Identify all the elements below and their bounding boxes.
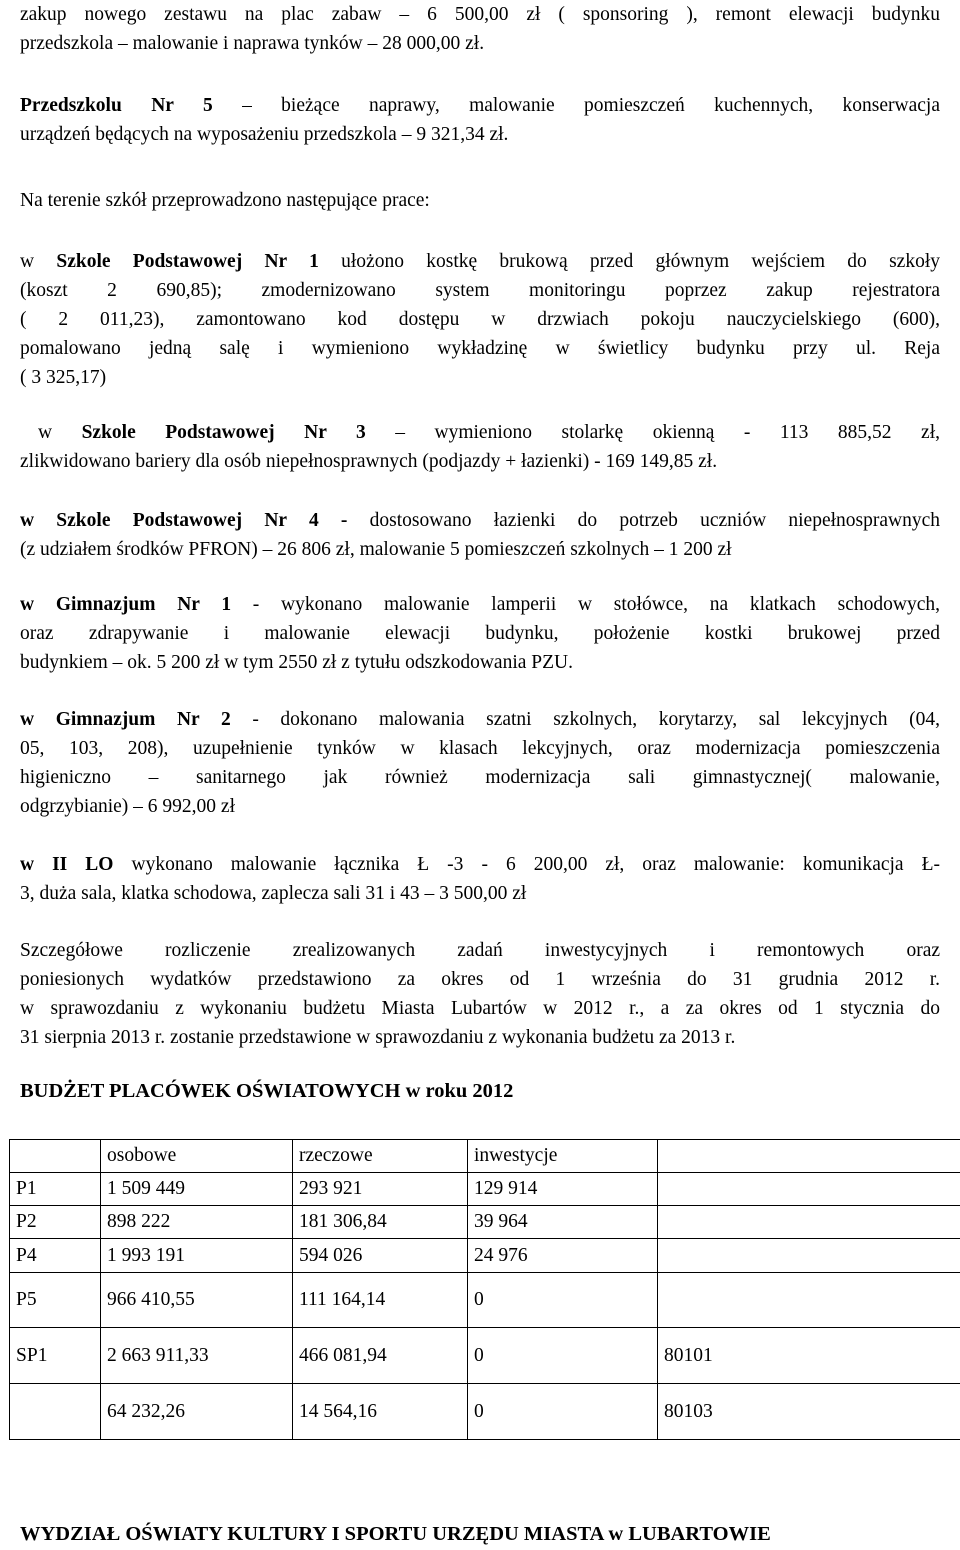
table-cell: 966 410,55 bbox=[101, 1273, 293, 1328]
table-cell: 14 564,16 bbox=[293, 1384, 468, 1440]
table-cell bbox=[658, 1173, 960, 1206]
paragraph-przedszkole-5: Przedszkolu Nr 5 – bieżące naprawy, malowanie pomieszczeń kuchennych, konserwacja urządzeń będących na wyposażeniu przedszkola – 9 321,34 zł. bbox=[20, 91, 940, 149]
text-line: zakup nowego zestawu na plac zabaw – 6 500,00 zł ( sponsoring ), remont elewacji budynku bbox=[20, 4, 940, 25]
paragraph-summary bbox=[20, 936, 940, 1052]
table-header: rzeczowe bbox=[293, 1140, 468, 1173]
text-line: 3, duża sala, klatka schodowa, zaplecza sali 31 i 43 – 3 500,00 zł bbox=[20, 883, 527, 904]
text-line: w sprawozdaniu z wykonaniu budżetu Miasta Lubartów w 2012 r., a za okres od 1 stycznia do bbox=[20, 998, 940, 1019]
institution-name: Szkole Podstawowej Nr 1 bbox=[56, 251, 319, 272]
text-line: odgrzybianie) – 6 992,00 zł bbox=[20, 796, 235, 817]
table-row bbox=[10, 1384, 960, 1440]
text-line: 05, 103, 208), uzupełnienie tynków w klasach lekcyjnych, oraz modernizacja pomieszczenia bbox=[20, 738, 940, 759]
table-cell bbox=[10, 1140, 101, 1173]
institution-name: Szkole Podstawowej Nr 3 bbox=[81, 422, 366, 443]
text-line: pomalowano jedną salę i wymieniono wykładzinę w świetlicy budynku przy ul. Reja bbox=[20, 338, 940, 359]
table-cell: 1 509 449 bbox=[101, 1173, 293, 1206]
paragraph-ii-lo: w II LO wykonano malowanie łącznika Ł -3 - 6 200,00 zł, oraz malowanie: komunikacja Ł- 3, duża sala, klatka schodowa, zaplecza sali 31 i 43 – 3 500,00 zł bbox=[20, 850, 940, 908]
table-header: osobowe bbox=[101, 1140, 293, 1173]
table-cell: 898 222 bbox=[101, 1206, 293, 1239]
paragraph-playground bbox=[20, 0, 940, 58]
text-line: oraz zdrapywanie i malowanie elewacji budynku, położenie kostki brukowej przed bbox=[20, 623, 940, 644]
table-cell: 181 306,84 bbox=[293, 1206, 468, 1239]
institution-name: w Szkole Podstawowej Nr 4 - bbox=[20, 510, 348, 531]
text-line: (koszt 2 690,85); zmodernizowano system monitoringu poprzez zakup rejestratora bbox=[20, 280, 940, 301]
table-cell: P5 bbox=[10, 1273, 101, 1328]
paragraph-gimnazjum-1: w Gimnazjum Nr 1 - wykonano malowanie lamperii w stołówce, na klatkach schodowych, oraz zdrapywanie i malowanie elewacji budynku, położenie kostki brukowej przed budynkiem – ok. 5 200 zł w tym 2550 zł z tytułu odszkodowania PZU. bbox=[20, 590, 940, 677]
table-cell: 594 026 bbox=[293, 1239, 468, 1273]
paragraph-gimnazjum-2: w Gimnazjum Nr 2 - dokonano malowania szatni szkolnych, korytarzy, sal lekcyjnych (04, 05, 103, 208), uzupełnienie tynków w klasach lekcyjnych, oraz modernizacja pomieszczenia higieniczno – sanitarnego jak również modernizacja sali gimnastycznej( malowanie, odgrzybianie) – 6 992,00 zł bbox=[20, 705, 940, 821]
paragraph-sp1: w Szkole Podstawowej Nr 1 ułożono kostkę brukową przed głównym wejściem do szkoły (koszt 2 690,85); zmodernizowano system monitoringu poprzez zakup rejestratora ( 2 011,23), zamontowano kod dostępu w drzwiach pokoju nauczycielskiego (600), pomalowano jedną salę i wymieniono wykładzinę w świetlicy budynku przy ul. Reja ( 3 325,17) bbox=[20, 247, 940, 392]
table-row bbox=[10, 1206, 960, 1239]
table-cell bbox=[658, 1140, 960, 1173]
table-header-row bbox=[10, 1140, 960, 1173]
table-cell: 2 663 911,33 bbox=[101, 1328, 293, 1384]
paragraph-intro bbox=[20, 186, 940, 215]
text-line: ( 2 011,23), zamontowano kod dostępu w drzwiach pokoju nauczycielskiego (600), bbox=[20, 309, 940, 330]
table-cell: 129 914 bbox=[468, 1173, 658, 1206]
paragraph-sp4: w Szkole Podstawowej Nr 4 - dostosowano łazienki do potrzeb uczniów niepełnosprawnych (z udziałem środków PFRON) – 26 806 zł, malowanie 5 pomieszczeń szkolnych – 1 200 zł bbox=[20, 506, 940, 564]
table-cell bbox=[10, 1384, 101, 1440]
table-cell: 111 164,14 bbox=[293, 1273, 468, 1328]
table-cell: 0 bbox=[468, 1328, 658, 1384]
institution-name: w II LO bbox=[20, 854, 114, 875]
text-line: 31 sierpnia 2013 r. zostanie przedstawione w sprawozdaniu z wykonania budżetu za 2013 r. bbox=[20, 1027, 736, 1048]
text-line: poniesionych wydatków przedstawiono za okres od 1 września do 31 grudnia 2012 r. bbox=[20, 969, 940, 990]
text-line: ( 3 325,17) bbox=[20, 367, 107, 388]
table-row bbox=[10, 1273, 960, 1328]
budget-heading: BUDŻET PLACÓWEK OŚWIATOWYCH w roku 2012 bbox=[20, 1080, 514, 1102]
table-cell: 293 921 bbox=[293, 1173, 468, 1206]
table-cell: P2 bbox=[10, 1206, 101, 1239]
table-cell: SP1 bbox=[10, 1328, 101, 1384]
table-cell: 39 964 bbox=[468, 1206, 658, 1239]
table-cell: 1 993 191 bbox=[101, 1239, 293, 1273]
text-line: urządzeń będących na wyposażeniu przedszkola – 9 321,34 zł. bbox=[20, 124, 509, 145]
table-cell: 24 976 bbox=[468, 1239, 658, 1273]
table-cell: 80103 bbox=[658, 1384, 960, 1440]
text-line: Na terenie szkół przeprowadzono następujące prace: bbox=[20, 190, 430, 211]
table-cell: P1 bbox=[10, 1173, 101, 1206]
table-header: inwestycje bbox=[468, 1140, 658, 1173]
text-line: budynkiem – ok. 5 200 zł w tym 2550 zł z tytułu odszkodowania PZU. bbox=[20, 652, 573, 673]
text-line: (z udziałem środków PFRON) – 26 806 zł, malowanie 5 pomieszczeń szkolnych – 1 200 zł bbox=[20, 539, 732, 560]
table-cell: 0 bbox=[468, 1384, 658, 1440]
text-line: higieniczno – sanitarnego jak również modernizacja sali gimnastycznej( malowanie, bbox=[20, 767, 940, 788]
budget-table bbox=[9, 1139, 960, 1440]
table-cell bbox=[658, 1273, 960, 1328]
footer-department: WYDZIAŁ OŚWIATY KULTURY I SPORTU URZĘDU MIASTA w LUBARTOWIE bbox=[20, 1523, 771, 1545]
table-row bbox=[10, 1239, 960, 1273]
table-cell: P4 bbox=[10, 1239, 101, 1273]
institution-name: w Gimnazjum Nr 2 bbox=[20, 709, 231, 730]
table-cell bbox=[658, 1239, 960, 1273]
table-row bbox=[10, 1328, 960, 1384]
institution-name: Przedszkolu Nr 5 bbox=[20, 95, 213, 116]
table-row bbox=[10, 1173, 960, 1206]
text-line: przedszkola – malowanie i naprawa tynków – 28 000,00 zł. bbox=[20, 33, 485, 54]
table-cell: 64 232,26 bbox=[101, 1384, 293, 1440]
table-cell: 466 081,94 bbox=[293, 1328, 468, 1384]
institution-name: w Gimnazjum Nr 1 bbox=[20, 594, 232, 615]
table-cell: 80101 bbox=[658, 1328, 960, 1384]
table-cell bbox=[658, 1206, 960, 1239]
paragraph-sp3: w Szkole Podstawowej Nr 3 – wymieniono stolarkę okienną - 113 885,52 zł, zlikwidowano bariery dla osób niepełnosprawnych (podjazdy + łazienki) - 169 149,85 zł. bbox=[20, 418, 940, 476]
table-cell: 0 bbox=[468, 1273, 658, 1328]
text-line: Szczegółowe rozliczenie zrealizowanych zadań inwestycyjnych i remontowych oraz bbox=[20, 940, 940, 961]
text-line: zlikwidowano bariery dla osób niepełnosprawnych (podjazdy + łazienki) - 169 149,85 zł. bbox=[20, 451, 718, 472]
